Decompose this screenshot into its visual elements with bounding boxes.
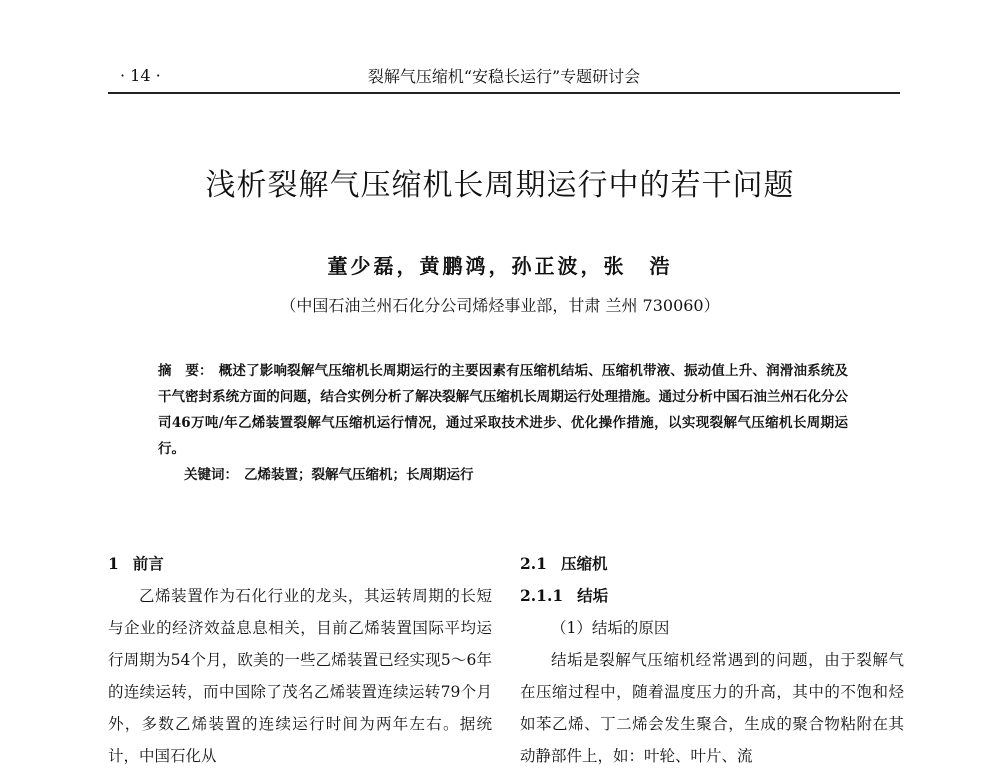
subsection-title: 结垢 [577,586,609,605]
journal-title: 裂解气压缩机“安稳长运行”专题研讨会 [367,67,641,86]
abstract-label: 摘 要： [158,363,213,379]
page-number: · 14 · [120,66,161,85]
section-number: 1 [108,554,119,573]
fouling-paragraph: 结垢是裂解气压缩机经常遇到的问题，由于裂解气在压缩过程中，随着温度压力的升高，其中的不饱和烃如苯乙烯、丁二烯会发生聚合，生成的聚合物粘附在其动静部件上，如：叶轮、叶片、流 [520,651,904,765]
subsection-number: 2.1.1 [520,586,564,605]
abstract-text: 概述了影响裂解气压缩机长周期运行的主要因素有压缩机结垢、压缩机带液、振动值上升、润滑油系统及干气密封系统方面的问题，结合实例分析了解决裂解气压缩机长周期运行处理措施。通过分析中国石油兰州石化分公司46万吨/年乙烯装置裂解气压缩机运行情况，通过采取技术进步、优化操作措施，以实现裂解气压缩机长周期运行。 [158,363,849,457]
right-column [520,548,904,772]
abstract-paragraph [158,358,848,462]
author-affiliation: （中国石油兰州石化分公司烯烃事业部，甘肃 兰州 730060） [280,296,720,315]
running-header [108,62,900,94]
subsection-heading-fouling [520,580,904,612]
keywords-label: 关键词： [184,467,238,483]
abstract [158,358,848,488]
article-title: 浅析裂解气压缩机长周期运行中的若干问题 [205,168,795,203]
section-number: 2.1 [520,554,547,573]
section-title: 前言 [132,554,164,573]
section-title: 压缩机 [560,554,608,573]
keywords-text: 乙烯装置；裂解气压缩机；长周期运行 [244,467,474,483]
keywords-line [158,462,848,488]
author-list: 董少磊，黄鹏鸿，孙正波，张 浩 [327,254,673,278]
list-item-cause: （1）结垢的原因 [551,619,670,637]
left-column [108,548,492,772]
section-heading-intro [108,548,492,580]
intro-paragraph: 乙烯装置作为石化行业的龙头，其运转周期的长短与企业的经济效益息息相关，目前乙烯装置国际平均运行周期为54个月，欧美的一些乙烯装置已经实现5～6年的连续运转，而中国除了茂名乙烯装置连续运转79个月外，多数乙烯装置的连续运行时间为两年左右。据统计，中国石化从 [108,587,492,765]
section-heading-compressor [520,548,904,580]
